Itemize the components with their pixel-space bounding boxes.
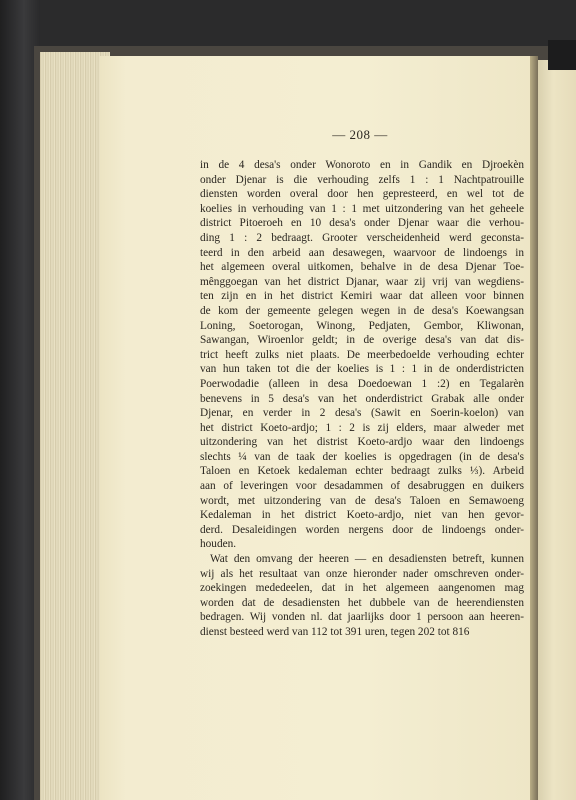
text-line: het district Koeto-ardjo; 1 : 2 is zij elders, maar alweder met: [200, 421, 524, 434]
text-line: trict heeft zulks niet plaats. De meerbedoelde verhouding echter: [200, 348, 524, 361]
text-line: slechts ¼ van de taak der koelies is opgedragen (in de desa's: [200, 450, 524, 463]
text-line: uitzondering van het distrist Koeto-ardjo waar den lindoengs: [200, 436, 524, 449]
text-line: Taloen en Ketoek kedaleman echter bedraagt zulks ⅓). Arbeid: [200, 465, 524, 478]
text-line: district Pitoeroeh en 10 desa's onder Djenar waar die verhou-: [200, 217, 524, 230]
text-line: dienst besteed werd van 112 tot 391 uren, tegen 202 tot 816: [200, 626, 470, 638]
text-line: het algemeen overal uitkomen, behalve in de desa Djenar Toe-: [200, 261, 524, 274]
text-line: onder Djenar is die verhouding zelfs 1 : 1 Nachtpatrouille: [200, 173, 524, 186]
text-line: derd. Desaleidingen worden nergens door de lindoengs onder-: [200, 523, 524, 536]
text-line: wij als het resultaat van onze hieronder nader omschreven onder-: [200, 567, 524, 580]
text-line: diensten worden overal door hen gepresteerd, en wel tot de: [200, 188, 524, 201]
text-line: ding 1 : 2 bedraagt. Grooter verscheidenheid werd geconsta-: [200, 231, 524, 244]
text-line: van hun taken tot die der koelies is 1 : 1 in de onderdistricten: [200, 363, 524, 376]
text-line: aan of leveringen voor desadammen of desabruggen en duikers: [200, 480, 524, 493]
text-line: mênggoegan van het district Djanar, waar zij vrij van wegdiens-: [200, 275, 524, 288]
page-number: — 208 —: [332, 127, 388, 142]
facing-page-edge: [538, 60, 576, 800]
text-line: de kom der gemeente gelegen wegen in de desa's Koewangsan: [200, 304, 524, 317]
text-line: benevens in 5 desa's van het onderdistrict Grabak alle onder: [200, 392, 524, 405]
text-line: bedragen. Wij vonden nl. dat jaarlijks door 1 persoon aan heeren-: [200, 611, 524, 624]
text-line: wordt, met uitzondering van de desa's Taloen en Semawoeng: [200, 494, 524, 507]
text-line: houden.: [200, 538, 237, 551]
text-line: worden dat de desadiensten het dubbele van de heerendiensten: [200, 596, 524, 609]
text-line: Wat den omvang der heeren — en desadiensten betreft, kunnen: [210, 553, 524, 566]
text-line: Djenar, en verder in 2 desa's (Sawit en Soerin-koelon) van: [200, 407, 524, 420]
text-line: Kedaleman in het district Koeto-ardjo, niet van hen gevor-: [200, 509, 524, 522]
text-line: Sawangan, Wiroenlor geldt; in de overige desa's van dat dis-: [200, 334, 524, 347]
body-text: [200, 158, 524, 640]
text-line: zoekingen mededeelen, dat in het algemeen aangenomen mag: [200, 582, 524, 595]
text-line: koelies in verhouding van 1 : 1 met uitzondering van het geheele: [200, 202, 524, 215]
book-gutter: [530, 56, 538, 800]
text-line: in de 4 desa's onder Wonoroto en in Gandik en Djroekèn: [200, 159, 524, 171]
text-line: Loning, Soetorogan, Winong, Pedjaten, Gembor, Kliwonan,: [200, 319, 524, 332]
text-line: ten zijn en in het district Kemiri waar dat alleen voor binnen: [200, 290, 524, 303]
text-line: Poerwodadie (alleen in desa Doedoewan 1 :2) en Tegalarèn: [200, 377, 524, 390]
text-line: teerd in den arbeid aan desawegen, waarvoor de lindoengs in: [200, 246, 524, 259]
cover-corner: [548, 40, 576, 70]
